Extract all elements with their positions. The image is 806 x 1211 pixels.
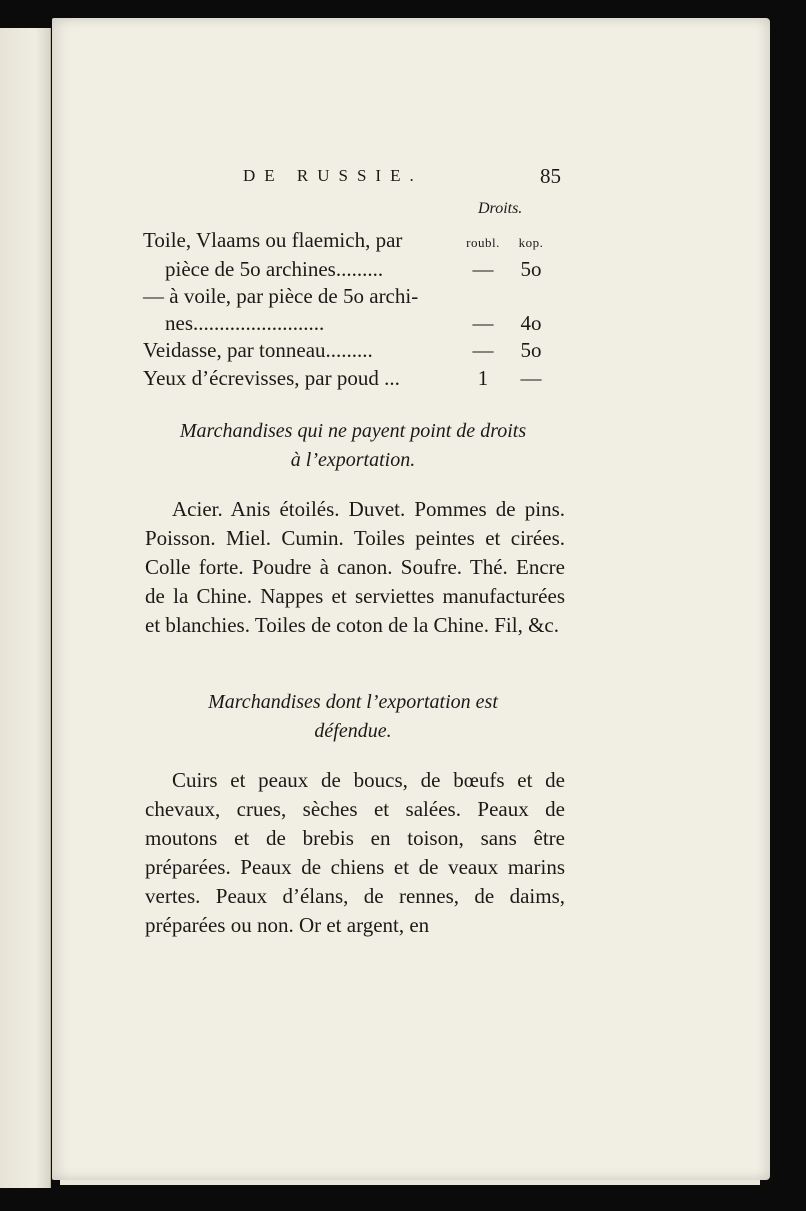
facing-page-edge bbox=[0, 28, 51, 1188]
table-row bbox=[143, 284, 563, 312]
page-header bbox=[243, 166, 561, 194]
paragraph-duty-free-goods: Acier. Anis étoilés. Duvet. Pommes de pins. Poisson. Miel. Cumin. Toiles peintes et cirées. Colle forte. Poudre à canon. Soufre. Thé. Encre de la Chine. Nappes et serviettes manufacturées et blanchies. Toiles de coton de la Chine. Fil, &c. bbox=[145, 497, 565, 637]
paragraph-forbidden-goods: Cuirs et peaux de boucs, de bœufs et de chevaux, crues, sèches et salées. Peaux de moutons et de brebis en toison, sans être préparées. Peaux de chiens et de veaux marins vertes. Peaux d’élans, de rennes, de daims, préparées ou non. Or et argent, en bbox=[145, 768, 565, 937]
table-row bbox=[143, 338, 563, 366]
table-column-header: Droits. bbox=[478, 200, 523, 217]
row-label: — à voile, par pièce de 5o archi- bbox=[143, 284, 419, 308]
table-row bbox=[143, 228, 563, 256]
section-heading-forbidden bbox=[143, 688, 563, 746]
unit-roubles: roubl. bbox=[466, 235, 500, 250]
section-heading-line: à l’exportation. bbox=[290, 449, 416, 471]
row-label: Yeux d’écrevisses, par poud ... bbox=[143, 366, 400, 390]
row-label: pièce de 5o archines......... bbox=[165, 257, 384, 281]
row-kopecks: 5o bbox=[520, 338, 542, 362]
row-roubles: 1 bbox=[477, 366, 489, 390]
row-kopecks: 5o bbox=[520, 257, 542, 281]
row-kopecks: — bbox=[520, 366, 542, 390]
row-roubles: — bbox=[472, 257, 494, 281]
row-label: nes......................... bbox=[165, 311, 325, 335]
row-label: Toile, Vlaams ou flaemich, par bbox=[143, 228, 403, 252]
table-row bbox=[143, 366, 563, 394]
section-heading-no-duty bbox=[143, 417, 563, 475]
section-heading-line: défendue. bbox=[314, 720, 392, 742]
row-roubles: — bbox=[472, 338, 494, 362]
running-title: DE RUSSIE. bbox=[243, 166, 423, 185]
table-row bbox=[143, 257, 563, 285]
row-label: Veidasse, par tonneau......... bbox=[143, 338, 373, 362]
section-heading-line: Marchandises dont l’exportation est bbox=[208, 691, 498, 713]
row-roubles: — bbox=[472, 311, 494, 335]
page-number: 85 bbox=[540, 164, 561, 188]
unit-kopecks: kop. bbox=[518, 235, 544, 250]
table-row bbox=[143, 311, 563, 339]
row-kopecks: 4o bbox=[520, 311, 542, 335]
section-heading-line: Marchandises qui ne payent point de droits bbox=[179, 420, 527, 442]
